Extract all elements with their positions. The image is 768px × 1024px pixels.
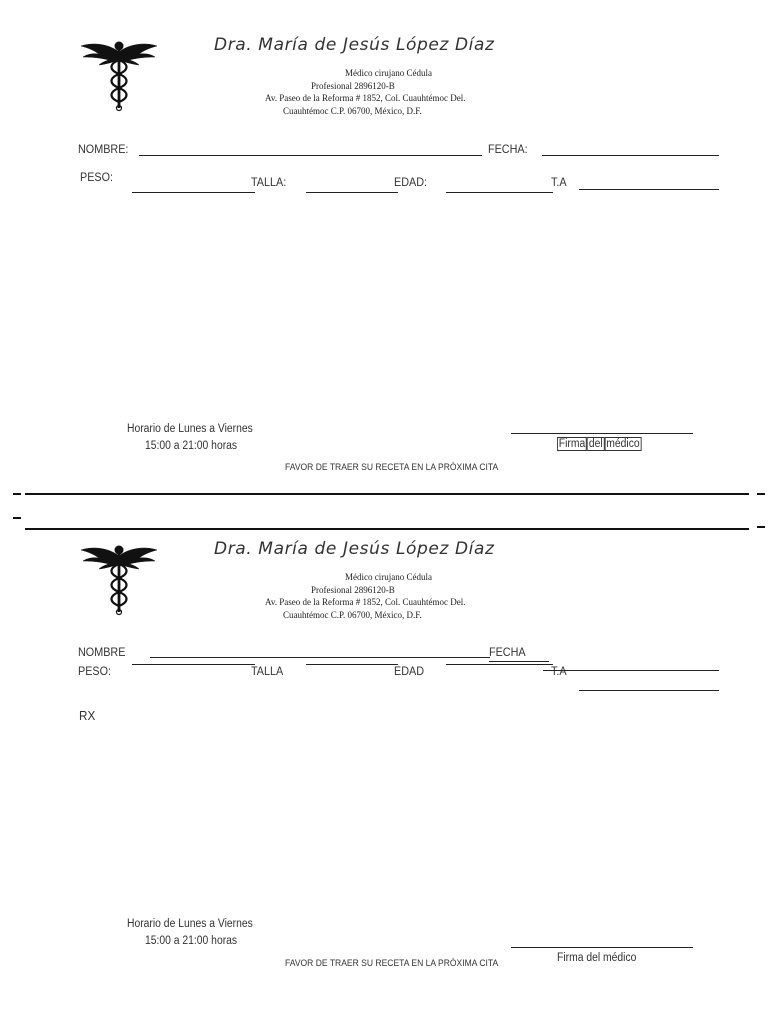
caduceus-icon [79, 542, 159, 616]
info-line-4: Cuauhtémoc C.P. 06700, México, D.F. [283, 609, 422, 620]
info-line-3: Av. Paseo de la Reforma # 1852, Col. Cuauhtémoc Del. [265, 93, 466, 103]
info-line-4: Cuauhtémoc C.P. 06700, México, D.F. [283, 105, 422, 116]
schedule-line-2: 15:00 a 21:00 horas [145, 935, 238, 947]
signature-line [511, 947, 693, 948]
ta-line-2 [579, 690, 719, 691]
peso-label: PESO: [80, 170, 114, 184]
separator-dash [757, 493, 765, 495]
edad-line [446, 664, 553, 665]
rx-label: RX [79, 708, 96, 723]
notice-text: FAVOR DE TRAER SU RECETA EN LA PRÓXIMA CITA [285, 958, 499, 969]
peso-line [132, 192, 255, 193]
fecha-label: FECHA [489, 645, 526, 659]
nombre-label: NOMBRE: [78, 142, 129, 156]
signature-word-1: Firma [558, 438, 586, 450]
talla-line [306, 192, 398, 193]
schedule-line-1: Horario de Lunes a Viernes [127, 918, 253, 930]
nombre-line [139, 155, 482, 156]
schedule-line-2: 15:00 a 21:00 horas [145, 440, 238, 452]
fecha-line [542, 155, 719, 156]
signature-line [511, 433, 693, 434]
talla-label: TALLA [251, 664, 284, 678]
ta-line [543, 670, 719, 671]
notice-text: FAVOR DE TRAER SU RECETA EN LA PRÓXIMA CITA [285, 462, 499, 473]
fecha-line [489, 661, 549, 662]
edad-label: EDAD [394, 664, 425, 678]
info-line-2: Profesional 2896120-B [311, 80, 395, 91]
edad-line [446, 192, 553, 193]
nombre-line [150, 657, 490, 658]
nombre-label: NOMBRE [78, 645, 126, 659]
schedule-line-1: Horario de Lunes a Viernes [127, 423, 253, 435]
ta-label: T.A [551, 175, 567, 189]
info-line-3: Av. Paseo de la Reforma # 1852, Col. Cuauhtémoc Del. [265, 597, 466, 607]
signature-word-3: médico [606, 438, 640, 450]
separator-line [25, 528, 749, 530]
ta-label: T.A [551, 664, 567, 678]
doctor-name: Dra. María de Jesús López Díaz [214, 35, 495, 55]
peso-line [132, 664, 255, 665]
signature-label: Firma del médico [557, 952, 637, 964]
fecha-label: FECHA: [488, 142, 528, 156]
separator-dash [757, 526, 765, 528]
info-line-1: Médico cirujano Cédula [345, 572, 432, 582]
talla-label: TALLA: [251, 175, 287, 189]
doctor-name: Dra. María de Jesús López Díaz [214, 539, 495, 559]
separator-line [25, 493, 749, 495]
info-line-1: Médico cirujano Cédula [345, 68, 432, 78]
edad-label: EDAD: [394, 175, 428, 189]
talla-line [306, 664, 398, 665]
info-line-2: Profesional 2896120-B [311, 584, 395, 595]
peso-label: PESO: [78, 664, 112, 678]
ta-line [579, 189, 719, 190]
separator-dash [13, 493, 21, 495]
signature-label [557, 438, 641, 450]
caduceus-icon [79, 38, 159, 112]
separator-dash [13, 517, 21, 519]
signature-word-2: del [588, 438, 603, 450]
